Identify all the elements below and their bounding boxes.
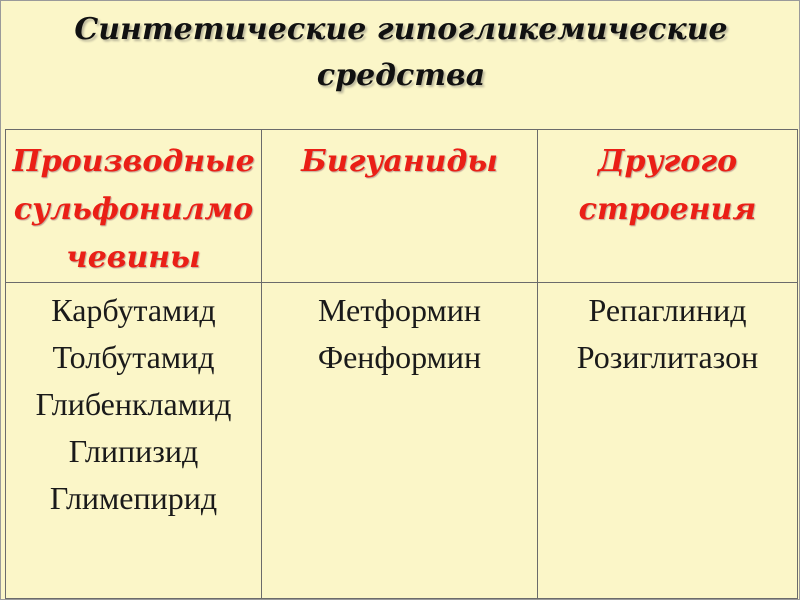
list-item: Глипизид	[68, 433, 199, 469]
body-cell-other-structure	[538, 283, 798, 599]
body-cell-sulfonylurea	[6, 283, 262, 599]
header-label: Другого строения	[578, 144, 757, 227]
drug-list	[6, 283, 261, 522]
drug-list	[262, 283, 537, 381]
list-item: Карбутамид	[51, 292, 216, 328]
table-header-row	[6, 130, 798, 283]
list-item: Метформин	[318, 292, 481, 328]
list-item: Фенформин	[317, 339, 482, 375]
title-text: Синтетические гипогликемические средства	[74, 12, 728, 93]
list-item: Розиглитазон	[576, 339, 759, 375]
header-cell-biguanides	[262, 130, 538, 283]
header-cell-other-structure	[538, 130, 798, 283]
list-item: Глимепирид	[49, 480, 218, 516]
list-item: Толбутамид	[52, 339, 215, 375]
drug-classification-table	[5, 129, 798, 599]
table-body-row	[6, 283, 798, 599]
list-item: Репаглинид	[588, 292, 747, 328]
header-label: Бигуаниды	[301, 144, 498, 179]
header-cell-sulfonylurea	[6, 130, 262, 283]
body-cell-biguanides	[262, 283, 538, 599]
slide-title	[1, 1, 800, 129]
list-item: Глибенкламид	[35, 386, 232, 422]
drug-list	[538, 283, 797, 381]
header-label: Производные сульфонилмо чевины	[12, 144, 255, 275]
